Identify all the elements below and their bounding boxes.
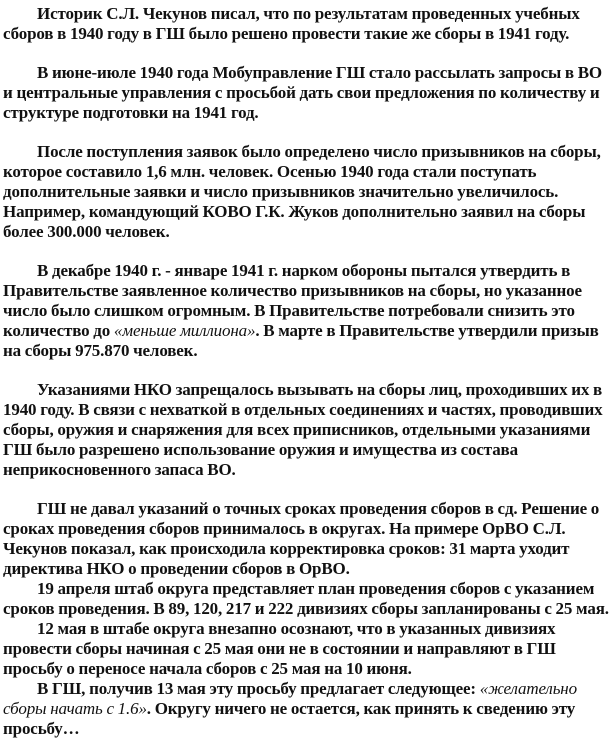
document-body (3, 4, 609, 739)
paragraph-text-pre: В декабре 1940 г. - январе 1941 г. нарком обороны пытался утвердить в Правительстве заявленное количество призывников на сборы, но указанное число было слишком огромным. В Правительстве потребовали снизить это количество до (3, 261, 582, 340)
paragraph-historian-intro: Историк С.Л. Чекунов писал, что по результатам проведенных учебных сборов в 1940 году в ГШ было решено провести такие же сборы в 1941 году. (3, 4, 580, 43)
paragraph-gsh-timing: ГШ не давал указаний о точных сроках проведения сборов в сд. Решение о сроках проведения сборов принималось в округах. На примере ОрВО С.Л. Чекунов показал, как происходила корректировка сроков: 31 марта уходит директива НКО о проведении сборов в ОрВО. (3, 499, 600, 578)
paragraph-text-pre: В ГШ, получив 13 мая эту просьбу предлагает следующее: (37, 679, 480, 698)
paragraph-text-post: . Округу ничего не остается, как принять к сведению эту просьбу… (3, 699, 576, 738)
paragraph-conscript-numbers: После поступления заявок было определено число призывников на сборы, которое составило 1,6 млн. человек. Осенью 1940 года стали поступать дополнительные заявки и число призывников значительно увеличилось. Например, командующий КОВО Г.К. Жуков дополнительно заявил на сборы более 300.000 человек. (3, 142, 601, 241)
paragraph-text-post: . В марте в Правительстве утвердили призыв на сборы 975.870 человек. (3, 321, 599, 360)
paragraph-gsh-response (3, 679, 609, 739)
paragraph-april-plan: 19 апреля штаб округа представляет план проведения сборов с указанием сроков проведения. В 89, 120, 217 и 222 дивизиях сборы запланированы с 25 мая. (3, 579, 609, 618)
paragraph-government-approval (3, 261, 609, 361)
paragraph-nko-instructions: Указаниями НКО запрещалось вызывать на сборы лиц, проходивших их в 1940 году. В связи с нехваткой в отдельных соединениях и частях, проводивших сборы, оружия и снаряжения для всех приписников, отдельными указаниями ГШ было разрешено использование оружия и имущества из состава неприкосновенного запаса ВО. (3, 380, 603, 479)
italic-quote: «желательно сборы начать с 1.6» (3, 679, 577, 718)
paragraph-mobupravlenie-requests: В июне-июле 1940 года Мобуправление ГШ стало рассылать запросы в ВО и центральные управления с просьбой дать свои предложения по количеству и структуре подготовки на 1941 год. (3, 63, 602, 122)
italic-quote: «меньше миллиона» (113, 321, 256, 340)
paragraph-may-realization: 12 мая в штабе округа внезапно осознают, что в указанных дивизиях провести сборы начиная с 25 мая они не в состоянии и направляют в ГШ просьбу о переносе начала сборов с 25 мая на 10 июня. (3, 619, 556, 678)
